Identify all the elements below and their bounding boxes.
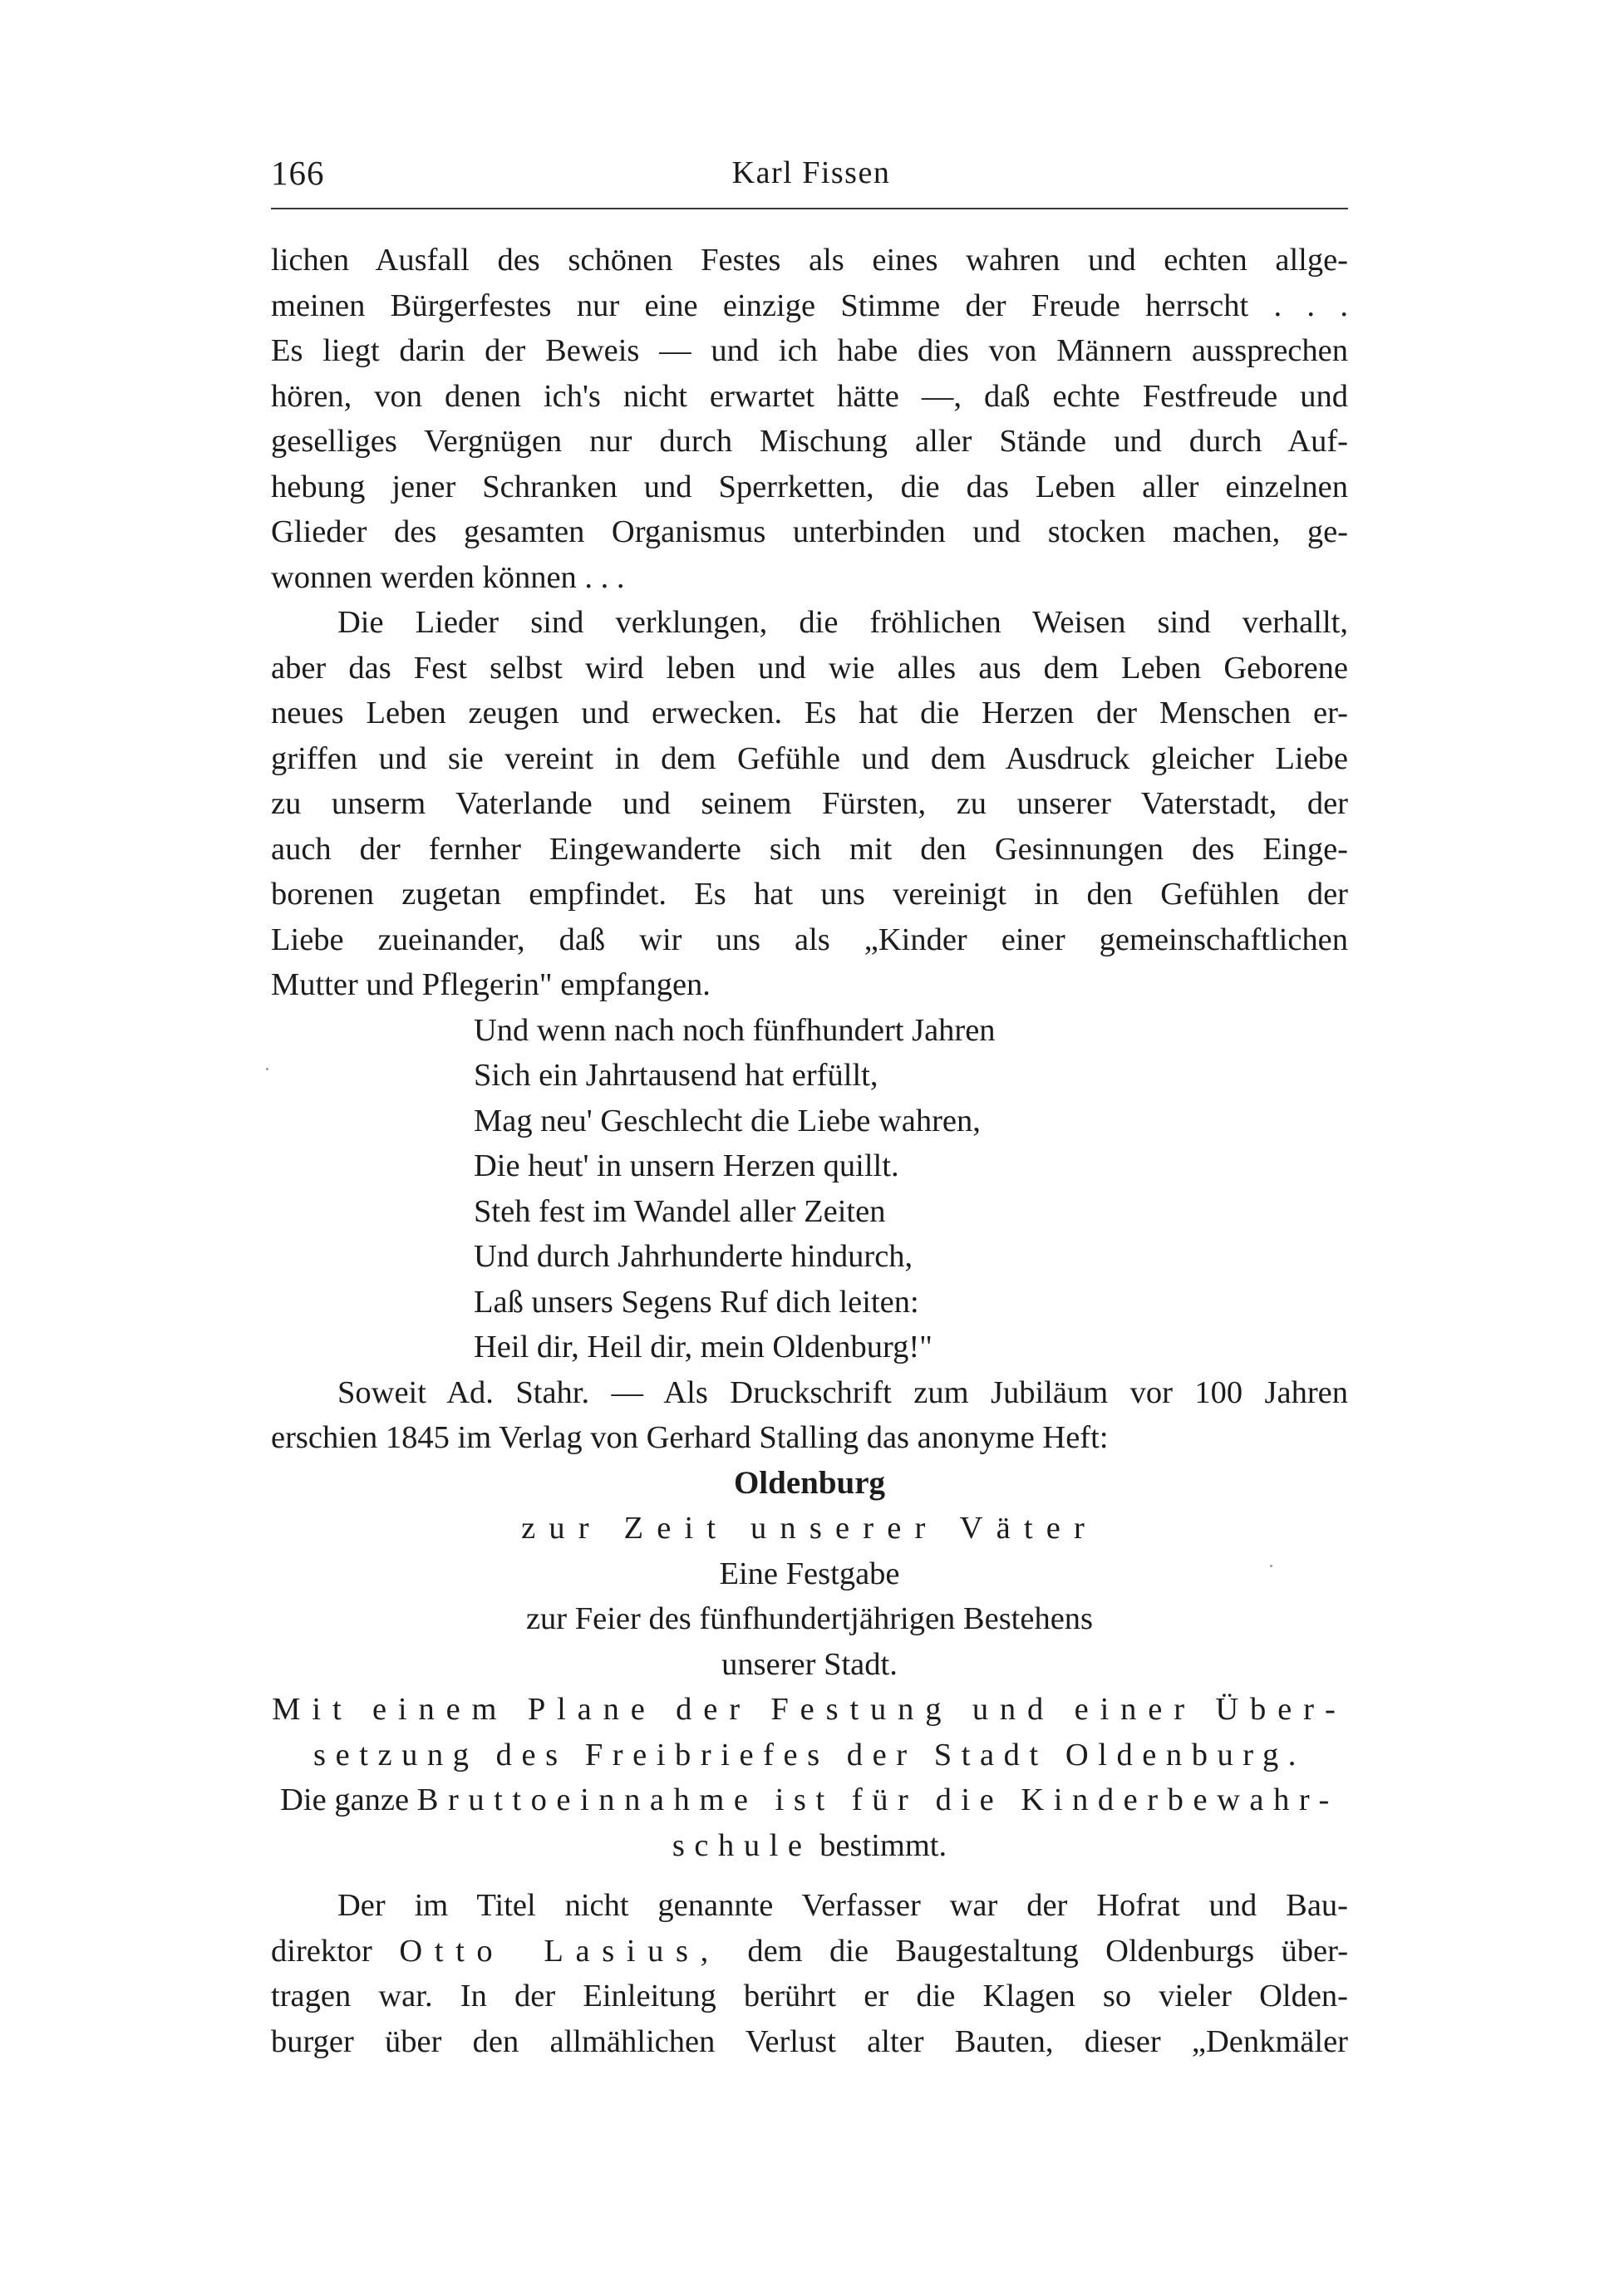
title-text-spaced: schule	[672, 1827, 812, 1863]
title-line	[271, 1823, 1348, 1869]
text-line: Liebe zueinander, daß wir uns als „Kinder einer gemeinschaftlichen	[271, 922, 1348, 957]
text-line: Soweit Ad. Stahr. — Als Druckschrift zum Jubiläum vor 100 Jahren	[337, 1374, 1348, 1410]
title-line: Eine Festgabe	[719, 1556, 900, 1591]
paper-speck	[1270, 1565, 1272, 1567]
header-rule	[271, 208, 1348, 209]
text-line: borenen zugetan empfindet. Es hat uns vereinigt in den Gefühlen der	[271, 877, 1348, 912]
page-header	[271, 153, 1351, 203]
verse-stanza	[271, 1008, 1348, 1370]
text-line: Mutter und Pflegerin" empfangen.	[271, 967, 711, 1002]
title-text: bestimmt.	[819, 1827, 947, 1863]
verse-line: Steh fest im Wandel aller Zeiten	[474, 1193, 886, 1229]
text-line: hören, von denen ich's nicht erwartet hätte —, daß echte Festfreude und	[271, 378, 1348, 414]
title-block	[271, 1461, 1348, 1869]
spacer	[271, 1868, 1348, 1883]
title-line: Mit einem Plane der Festung und einer Über-	[272, 1692, 1347, 1727]
text-line: Glieder des gesamten Organismus unterbinden und stocken machen, ge-	[271, 514, 1348, 549]
text-line: meinen Bürgerfestes nur eine einzige Stimme der Freude herrscht . . .	[271, 288, 1348, 323]
text-line: griffen und sie vereint in dem Gefühle und dem Ausdruck gleicher Liebe	[271, 740, 1348, 776]
text-line: zu unserm Vaterlande und seinem Fürsten, zu unserer Vaterstadt, der	[271, 786, 1348, 821]
body-text	[271, 238, 1348, 2064]
text-line	[271, 1929, 1348, 1974]
text-line: auch der fernher Eingewanderte sich mit den Gesinnungen des Einge-	[271, 831, 1348, 867]
text-line: lichen Ausfall des schönen Festes als eines wahren und echten allge-	[271, 243, 1348, 278]
verse-line: Sich ein Jahrtausend hat erfüllt,	[474, 1058, 878, 1093]
verse-line: Und durch Jahrhunderte hindurch,	[474, 1239, 913, 1274]
text-segment: dem die Baugestaltung Oldenburgs über-	[747, 1933, 1349, 1969]
paragraph-continuation	[271, 238, 1348, 600]
text-line: wonnen werden können . . .	[271, 559, 625, 595]
title-text: Die ganze	[280, 1782, 410, 1817]
text-line: Der im Titel nicht genannte Verfasser war der Hofrat und Bau-	[337, 1888, 1348, 1923]
text-segment-spaced: Otto Lasius,	[399, 1933, 721, 1969]
text-line: neues Leben zeugen und erwecken. Es hat die Herzen der Menschen er-	[271, 696, 1348, 730]
text-line: tragen war. In der Einleitung berührt er die Klagen so vieler Olden-	[271, 1979, 1348, 2013]
paragraph-lieder	[271, 600, 1348, 1008]
verse-line: Heil dir, Heil dir, mein Oldenburg!"	[474, 1330, 933, 1364]
verse-line: Die heut' in unsern Herzen quillt.	[474, 1148, 899, 1183]
title-text-spaced: Bruttoeinnahme ist für die Kinderbewahr-	[416, 1782, 1339, 1817]
running-head: Karl Fissen	[731, 155, 891, 190]
paper-speck	[266, 1068, 268, 1070]
verse-line: Und wenn nach noch fünfhundert Jahren	[474, 1012, 996, 1048]
text-line: Die Lieder sind verklungen, die fröhlichen Weisen sind verhallt,	[337, 605, 1348, 640]
text-line: burger über den allmählichen Verlust alter Bauten, dieser „Denkmäler	[271, 2023, 1348, 2059]
verse-line: Mag neu' Geschlecht die Liebe wahren,	[474, 1103, 981, 1138]
book-title: Oldenburg	[733, 1464, 886, 1501]
page-number: 166	[271, 154, 325, 192]
paragraph-verfasser	[271, 1883, 1348, 2064]
paragraph-stahr	[271, 1370, 1348, 1461]
text-line: Es liegt darin der Beweis — und ich habe dies von Männern aussprechen	[271, 333, 1348, 368]
text-segment: direktor	[271, 1933, 372, 1969]
title-line: unserer Stadt.	[721, 1646, 898, 1682]
title-line: zur Feier des fünfhundertjährigen Bestehens	[525, 1601, 1094, 1636]
title-line: setzung des Freibriefes der Stadt Oldenburg.	[313, 1737, 1306, 1772]
text-line: geselliges Vergnügen nur durch Mischung aller Stände und durch Auf-	[271, 424, 1348, 459]
title-line	[271, 1777, 1348, 1823]
verse-line: Laß unsers Segens Ruf dich leiten:	[474, 1284, 919, 1320]
text-line: aber das Fest selbst wird leben und wie alles aus dem Leben Geborene	[271, 650, 1348, 686]
text-line: hebung jener Schranken und Sperrketten, die das Leben aller einzelnen	[271, 469, 1348, 504]
title-line: zur Zeit unserer Väter	[521, 1511, 1098, 1546]
text-line: erschien 1845 im Verlag von Gerhard Stalling das anonyme Heft:	[271, 1420, 1109, 1455]
